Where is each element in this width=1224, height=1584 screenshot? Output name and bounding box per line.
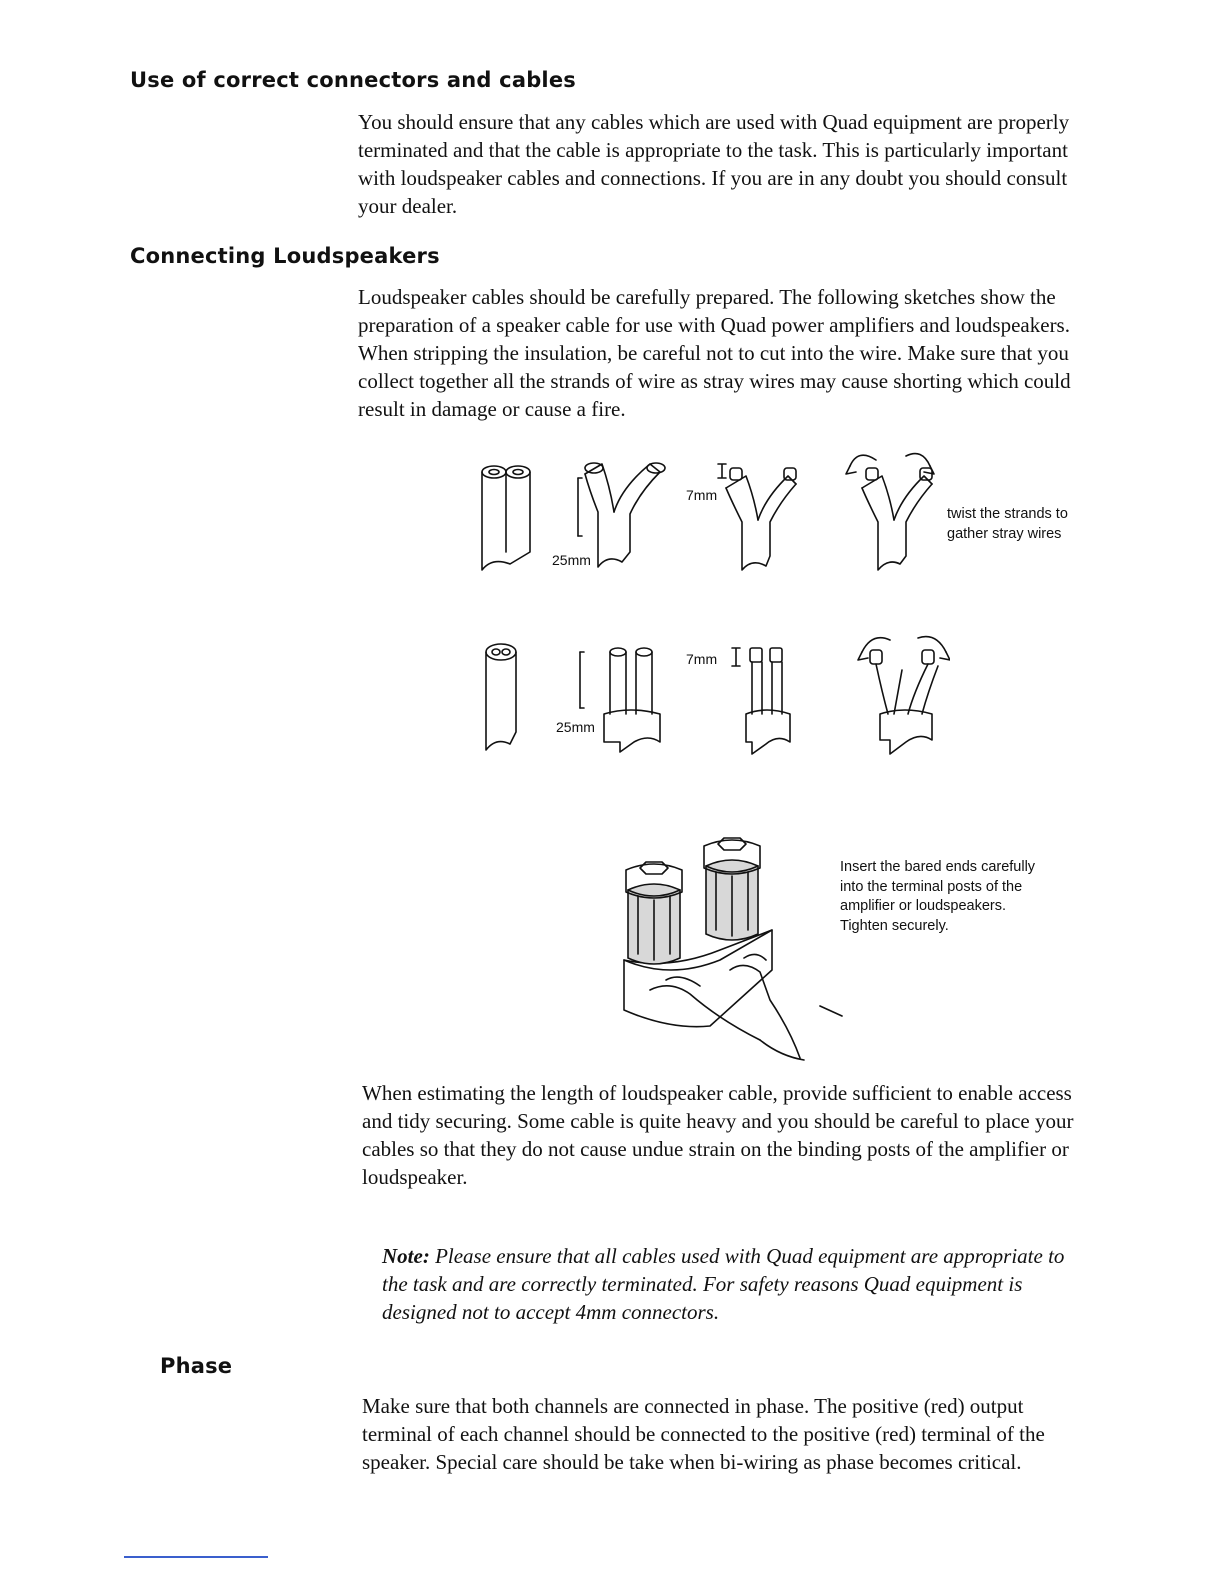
flat-cable-split — [578, 463, 665, 567]
terminal-caption-line-4: Tighten securely. — [840, 917, 949, 934]
terminal-posts-figure — [610, 830, 850, 1065]
round-cable-stripped — [732, 648, 790, 754]
flat-cable-intact — [482, 466, 530, 570]
flat-cable-twisted — [846, 454, 934, 570]
right-terminal-post — [704, 838, 760, 940]
twist-caption-line-2: gather stray wires — [947, 525, 1062, 542]
note-text: Please ensure that all cables used with Quad equipment are appropriate to the task and are correctly terminated. For safety reasons Quad equipment is designed not to accept 4mm connectors. — [382, 1244, 1065, 1324]
bare-length-label-1: 7mm — [686, 487, 718, 503]
twist-caption-line-1: twist the strands to — [947, 506, 1068, 522]
paragraph-cable-length: When estimating the length of loudspeaker cable, provide sufficient to enable access and tidy securing. Some cable is quite heavy and you should be careful to place your cables so that they do not cause undue strain on the binding posts of the amplifier or loudspeaker. — [362, 1081, 1074, 1189]
note-label: Note: — [382, 1244, 430, 1268]
round-cable-split — [580, 648, 660, 752]
terminal-caption-line-1: Insert the bared ends carefully — [840, 859, 1036, 875]
safety-note — [382, 1242, 1072, 1326]
round-cable-twisted — [858, 637, 950, 754]
heading-phase: Phase — [160, 1354, 233, 1378]
footer-rule — [124, 1556, 268, 1558]
heading-loudspeakers: Connecting Loudspeakers — [130, 244, 440, 268]
strip-length-label-2: 25mm — [556, 719, 595, 735]
cable-prep-figure — [470, 452, 950, 772]
twist-caption — [947, 505, 1068, 544]
terminal-caption-line-2: into the terminal posts of the — [840, 878, 1023, 895]
left-terminal-post — [626, 862, 682, 964]
round-cable-intact — [486, 644, 516, 750]
terminal-caption-line-3: amplifier or loudspeakers. — [840, 898, 1007, 914]
strip-length-label-1: 25mm — [552, 552, 591, 568]
paragraph-phase: Make sure that both channels are connected in phase. The positive (red) output terminal of each channel should be connected to the positive (red) terminal of the speaker. Special care should be take when bi-wiring as phase becomes critical. — [362, 1394, 1045, 1474]
paragraph-loudspeakers: Loudspeaker cables should be carefully prepared. The following sketches show the preparation of a speaker cable for use with Quad power amplifiers and loudspeakers. When stripping the insulation, be careful not to cut into the wire. Make sure that you collect together all the strands of wire as stray wires may cause shorting which could result in damage or cause a fire. — [358, 285, 1071, 421]
paragraph-connectors: You should ensure that any cables which are used with Quad equipment are properly terminated and that the cable is appropriate to the task. This is particularly important with loudspeaker cables and connections. If you are in any doubt you should consult your dealer. — [358, 110, 1070, 218]
flat-cable-stripped — [718, 464, 796, 570]
terminal-caption — [840, 858, 1035, 936]
bare-length-label-2: 7mm — [686, 651, 718, 667]
heading-connectors: Use of correct connectors and cables — [130, 68, 576, 92]
